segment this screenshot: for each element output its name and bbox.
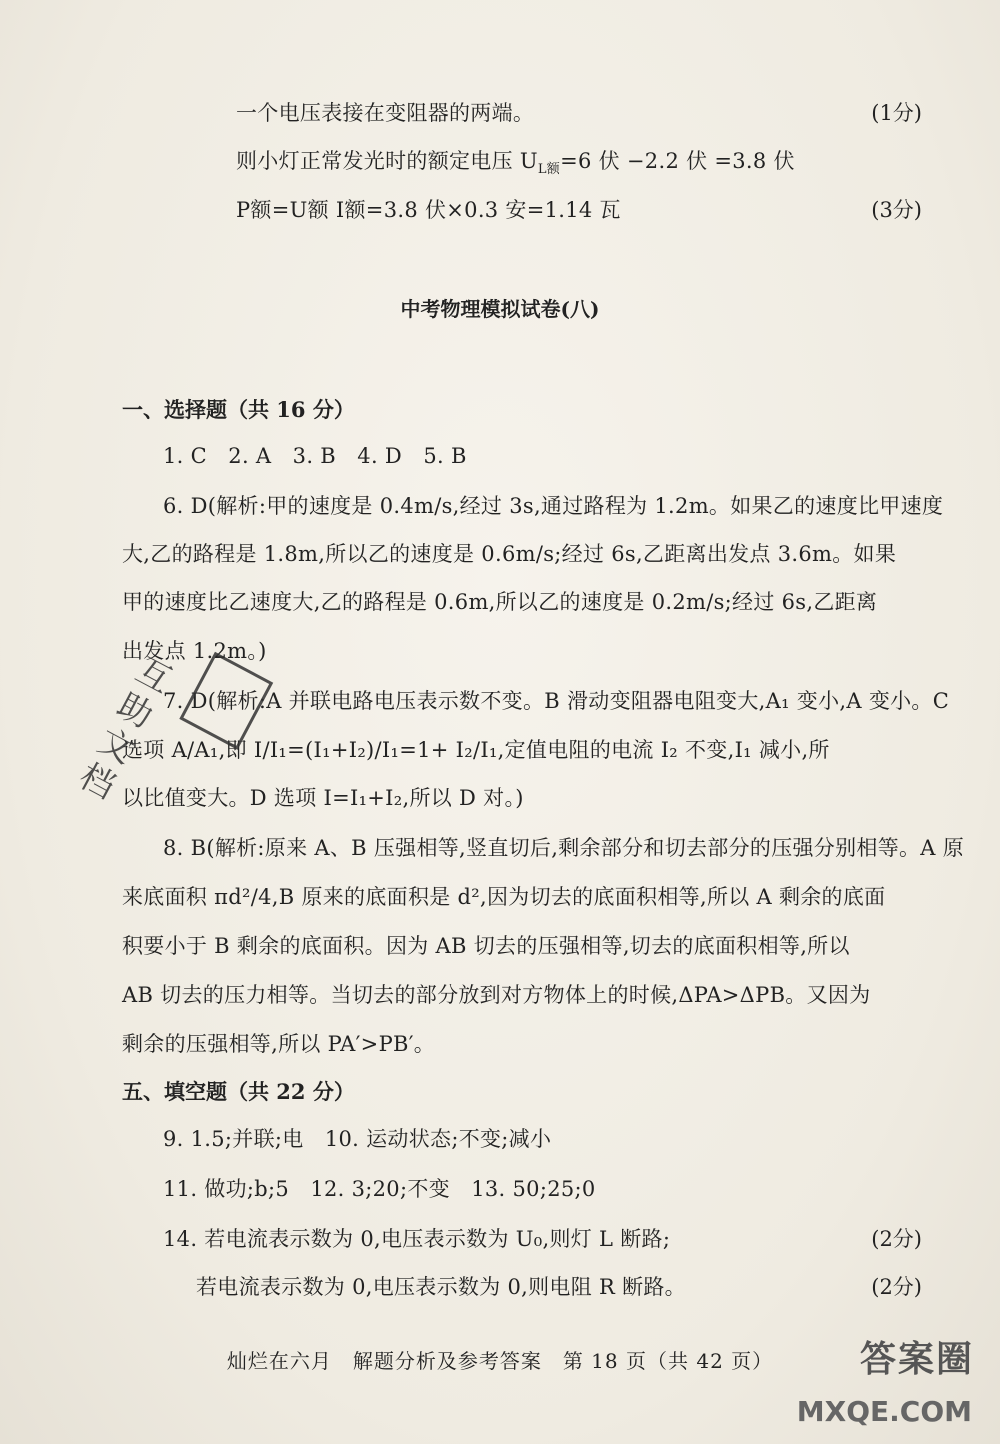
watermark-text: 答案圈: [859, 1339, 974, 1380]
text-fragment: =6 伏 −2.2 伏 =3.8 伏: [560, 149, 795, 173]
section-heading: 五、填空题（共 22 分）: [122, 1079, 355, 1104]
stamp-text: 互助文档: [72, 650, 178, 808]
answer-line: 选项 A/A₁,即 I/I₁=(I₁+I₂)/I₁=1+ I₂/I₁,定值电阻的电流 I₂ 不变,I₁ 减小,所: [122, 738, 830, 762]
answer-line: AB 切去的压力相等。当切去的部分放到对方物体上的时候,ΔPA>ΔPB。又因为: [122, 983, 871, 1007]
page-footer: 灿烂在六月 解题分析及参考答案 第 18 页（共 42 页）: [226, 1349, 774, 1373]
answer-line: 14. 若电流表示数为 0,电压表示数为 U₀,则灯 L 断路;: [163, 1227, 671, 1251]
text-line: P额=U额 I额=3.8 伏×0.3 安=1.14 瓦: [236, 198, 621, 222]
text-line: [236, 146, 795, 185]
answer-line: 出发点 1.2m。): [122, 639, 267, 663]
subscript: L额: [537, 162, 561, 178]
answer-line: 6. D(解析:甲的速度是 0.4m/s,经过 3s,通过路程为 1.2m。如果乙的速度比甲速度: [163, 494, 944, 518]
answer-line: 7. D(解析:A 并联电路电压表示数不变。B 滑动变阻器电阻变大,A₁ 变小,A 变小。C: [163, 689, 950, 713]
score-label: (2分): [871, 1227, 922, 1251]
watermark-logo: [782, 1341, 982, 1436]
page-title: 中考物理模拟试卷(八): [400, 297, 600, 321]
section-heading: 一、选择题（共 16 分）: [122, 397, 355, 422]
answer-line: 积要小于 B 剩余的底面积。因为 AB 切去的压强相等,切去的底面积相等,所以: [122, 934, 850, 958]
answer-line: 剩余的压强相等,所以 PA′>PB′。: [122, 1032, 436, 1056]
answer-line: 1. C 2. A 3. B 4. D 5. B: [163, 444, 467, 468]
answer-line: 大,乙的路程是 1.8m,所以乙的速度是 0.6m/s;经过 6s,乙距离出发点 3.6m。如果: [122, 542, 897, 566]
watermark-url: MXQE.COM: [796, 1395, 972, 1428]
text-line: 一个电压表接在变阻器的两端。: [236, 101, 535, 125]
answer-line: 11. 做功;b;5 12. 3;20;不变 13. 50;25;0: [163, 1177, 596, 1201]
answer-line: 若电流表示数为 0,电压表示数为 0,则电阻 R 断路。: [196, 1275, 686, 1299]
answer-line: 甲的速度比乙速度大,乙的路程是 0.6m,所以乙的速度是 0.2m/s;经过 6s,乙距离: [122, 590, 878, 614]
answer-line: 8. B(解析:原来 A、B 压强相等,竖直切后,剩余部分和切去部分的压强分别相等。A 原: [163, 836, 965, 860]
score-label: (1分): [871, 101, 922, 125]
answer-line: 9. 1.5;并联;电 10. 运动状态;不变;减小: [163, 1127, 552, 1151]
score-label: (3分): [871, 198, 922, 222]
answer-line: 来底面积 πd²/4,B 原来的底面积是 d²,因为切去的底面积相等,所以 A 剩余的底面: [122, 885, 886, 909]
stamp-box: [179, 652, 273, 750]
score-label: (2分): [871, 1275, 922, 1299]
answer-line: 以比值变大。D 选项 I=I₁+I₂,所以 D 对。): [122, 786, 524, 810]
text-fragment: 则小灯正常发光时的额定电压 U: [236, 149, 538, 173]
